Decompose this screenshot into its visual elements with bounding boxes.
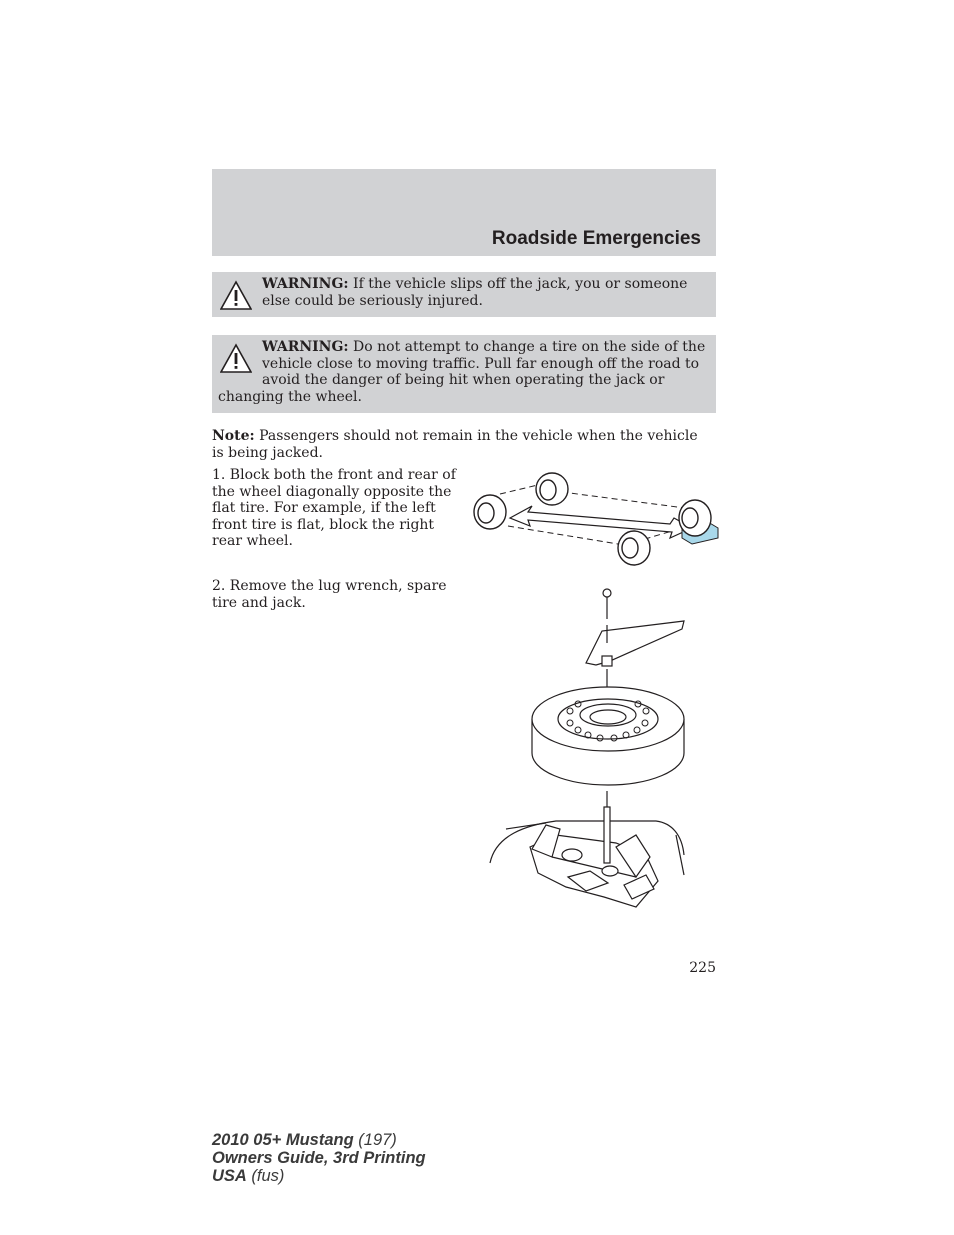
wheel-blocking-illustration [470, 466, 720, 570]
warning-label: WARNING: [262, 276, 349, 292]
step-2-text: 2. Remove the lug wrench, spare tire and jack. [212, 578, 447, 611]
footer-line-3: USA (fus) [212, 1167, 285, 1185]
warning-triangle-icon [220, 280, 252, 312]
warning-triangle-icon [220, 343, 252, 375]
warning-box-traffic [212, 335, 716, 413]
note-paragraph [212, 428, 712, 461]
spare-tire-jack-illustration [486, 585, 691, 913]
footer-line-2: Owners Guide, 3rd Printing [212, 1149, 426, 1167]
document-footer [212, 1131, 426, 1185]
warning-label: WARNING: [262, 339, 349, 355]
warning-box-jack-slip [212, 272, 716, 317]
note-text: Passengers should not remain in the vehicle when the vehicle is being jacked. [212, 428, 698, 461]
page-number: 225 [689, 960, 716, 976]
note-label: Note: [212, 428, 255, 444]
section-title: Roadside Emergencies [491, 228, 701, 249]
warning-text: Do not attempt to change a tire on the side of the vehicle close to moving traffic. Pull far enough off the road to avoid the danger of being hit when operating the jack or changing the wheel. [218, 339, 706, 405]
step-1-text: 1. Block both the front and rear of the wheel diagonally opposite the flat tire. For example, if the left front tire is flat, block the right rear wheel. [212, 467, 456, 549]
warning-text: If the vehicle slips off the jack, you or someone else could be seriously injured. [262, 276, 688, 309]
footer-line-1: 2010 05+ Mustang (197) [212, 1131, 397, 1149]
section-header-band [212, 169, 716, 256]
